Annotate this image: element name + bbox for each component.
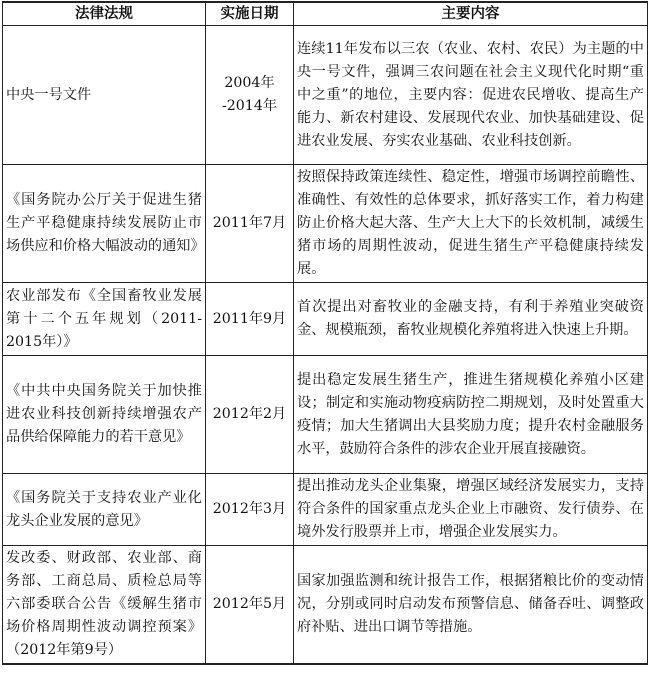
table-row [3, 165, 648, 283]
table-row [3, 283, 648, 356]
header-content: 主要内容 [294, 2, 648, 26]
date-cell: 2011年9月 [206, 283, 294, 356]
content-cell: 首次提出对畜牧业的金融支持，有利于养殖业突破资金、规模瓶颈，畜牧业规模化养殖将进入快速上升期。 [294, 283, 648, 356]
law-cell: 农业部发布《全国畜牧业发展第十二个五年规划（2011-2015年）》 [3, 283, 206, 356]
header-law: 法律法规 [3, 2, 206, 26]
table-body [3, 26, 648, 665]
date-cell [206, 26, 294, 165]
content-cell: 提出稳定发展生猪生产，推进生猪规模化养殖小区建设；制定和实施动物疫病防控二期规划，及时处置重大疫情；加大生猪调出大县奖励力度；提升农村金融服务水平，鼓励符合条件的涉农企业开展直接融资。 [294, 356, 648, 474]
policy-table [2, 1, 648, 665]
content-cell: 国家加强监测和统计报告工作，根据猪粮比价的变动情况，分别或同时启动发布预警信息、储备吞吐、调整政府补贴、进出口调节等措施。 [294, 546, 648, 665]
header-row [3, 2, 648, 26]
law-cell: 《国务院关于支持农业产业化龙头企业发展的意见》 [3, 474, 206, 546]
date-cell: 2012年3月 [206, 474, 294, 546]
table-row [3, 356, 648, 474]
content-cell: 按照保持政策连续性、稳定性，增强市场调控前瞻性、准确性、有效性的总体要求，抓好落实工作，着力构建防止价格大起大落、生产大上大下的长效机制，减缓生猪市场的周期性波动，促进生猪生产平稳健康持续发展。 [294, 165, 648, 283]
law-cell: 中央一号文件 [3, 26, 206, 165]
date-line-2: -2014年 [221, 98, 278, 114]
header-date: 实施日期 [206, 2, 294, 26]
table-row [3, 474, 648, 546]
content-cell: 提出推动龙头企业集聚，增强区域经济发展实力，支持符合条件的国家重点龙头企业上市融资、发行债券、在境外发行股票并上市，增强企业发展实力。 [294, 474, 648, 546]
table-row [3, 546, 648, 665]
content-cell: 连续11年发布以三农（农业、农村、农民）为主题的中央一号文件，强调三农问题在社会主义现代化时期“重中之重”的地位，主要内容：促进农民增收、提高生产能力、新农村建设、发展现代农业、加快基础建设、促进农业发展、夯实农业基础、农业科技创新。 [294, 26, 648, 165]
date-cell: 2012年5月 [206, 546, 294, 665]
law-cell: 《国务院办公厅关于促进生猪生产平稳健康持续发展防止市场供应和价格大幅波动的通知》 [3, 165, 206, 283]
law-cell: 发改委、财政部、农业部、商务部、工商总局、质检总局等六部委联合公告《缓解生猪市场价格周期性波动调控预案》（2012年第9号） [3, 546, 206, 665]
table-header [3, 2, 648, 26]
date-cell: 2012年2月 [206, 356, 294, 474]
table-row [3, 26, 648, 165]
law-cell: 《中共中央国务院关于加快推进农业科技创新持续增强农产品供给保障能力的若干意见》 [3, 356, 206, 474]
date-line-1: 2004年 [224, 75, 275, 91]
date-cell: 2011年7月 [206, 165, 294, 283]
